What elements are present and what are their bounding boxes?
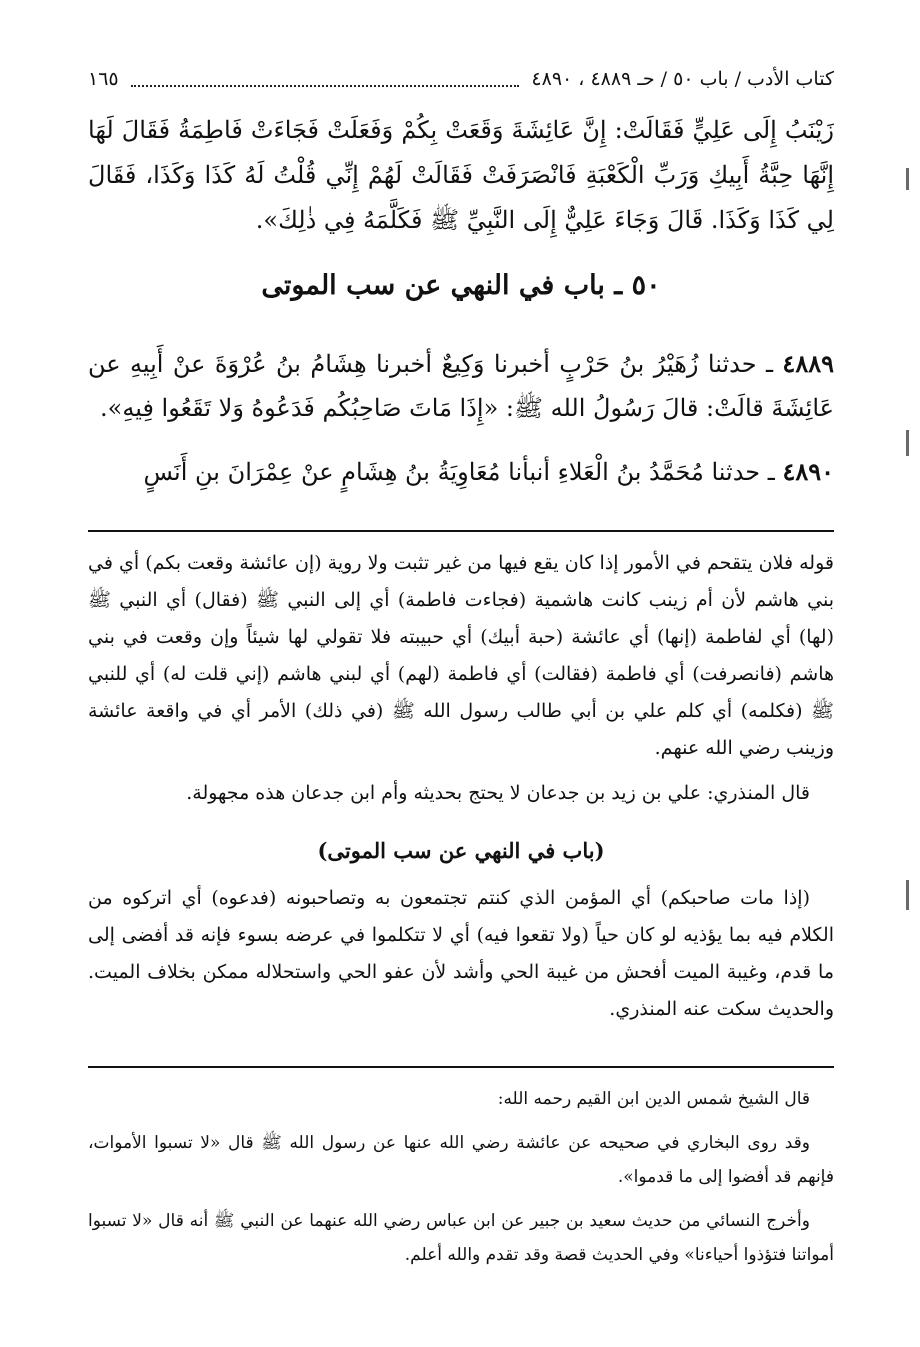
commentary-paragraph: قوله فلان يتقحم في الأمور إذا كان يقع فيها من غير تثبت ولا روية (إن عائشة وقعت بكم) أي في بني هاشم لأن أم زينب كانت هاشمية (فجاءت فاطمة) أي إلى النبي ﷺ (فقال) أي النبي ﷺ (لها) أي لفاطمة (إنها) أي عائشة (حبة أبيك) أي حبيبته فلا تقولي لها شيئاً وإن وقعت في بني هاشم (فانصرفت) أي فاطمة (فقالت) أي فاطمة (لهم) أي لبني هاشم (إني قلت له) أي للنبي ﷺ (فكلمه) أي كلم علي بن أبي طالب رسول الله ﷺ (في ذلك) الأمر أي في واقعة عائشة وزينب رضي الله عنهم. xyxy=(88,552,834,759)
ibn-qayyim-nasai: وأخرج النسائي من حديث سعيد بن جبير عن ابن عباس رضي الله عنهما عن النبي ﷺ أنه قال «لا تسبوا أمواتنا فتؤذوا أحياءنا» وفي الحديث قصة وقد تقدم والله أعلم. xyxy=(88,1211,834,1265)
scan-edge-mark xyxy=(906,430,909,456)
commentary-section-heading: (باب في النهي عن سب الموتى) xyxy=(317,838,605,863)
running-header xyxy=(88,64,834,94)
hadith-number: ٤٨٩٠ xyxy=(782,457,834,486)
chapter-heading: ٥٠ ـ باب في النهي عن سب الموتى xyxy=(261,270,661,301)
ibn-qayyim-block xyxy=(88,1082,834,1282)
leader-dots xyxy=(131,71,520,87)
page-number: ١٦٥ xyxy=(88,68,119,90)
footnote-divider xyxy=(88,530,834,532)
hadith-text: ـ حدثنا زُهَيْرُ بنُ حَرْبٍ أخبرنا وَكِيعٌ أخبرنا هِشَامُ بنُ عُرْوَةَ عنْ أَبِيهِ عن عَائِشَةَ قالَتْ: قالَ رَسُولُ الله ﷺ: «إِذَا مَاتَ صَاحِبُكُم فَدَعُوهُ وَلا تَقَعُوا فِيهِ». xyxy=(88,350,834,422)
hadith-continuation: زَيْنَبُ إِلَى عَلِيٍّ فَقَالَتْ: إِنَّ عَائِشَةَ وَقَعَتْ بِكُمْ وَفَعَلَتْ فَجَاءَتْ فَاطِمَةُ فَقَالَ لَهَا إِنَّهَا حِبَّةُ أَبِيكِ وَرَبِّ الْكَعْبَةِ فَانْصَرَفَتْ فَقَالَتْ لَهُمْ إِنِّي قُلْتُ لَهُ كَذَا وَكَذَا، فَقَالَ لِي كَذَا وَكَذَا. قَالَ وَجَاءَ عَلِيٌّ إِلَى النَّبِيِّ ﷺ فَكَلَّمَهُ فِي ذٰلِكَ». xyxy=(88,116,834,234)
mundhiri-note: قال المنذري: علي بن زيد بن جدعان لا يحتج بحديثه وأم ابن جدعان هذه مجهولة. xyxy=(186,782,810,804)
scan-edge-mark xyxy=(906,168,909,190)
ibn-qayyim-bukhari: وقد روى البخاري في صحيحه عن عائشة رضي الله عنها عن رسول الله ﷺ قال «لا تسبوا الأموات، فإنهم قد أفضوا إلى ما قدموا». xyxy=(88,1133,834,1187)
ibn-qayyim-divider xyxy=(88,1066,834,1068)
ibn-qayyim-intro: قال الشيخ شمس الدين ابن القيم رحمه الله: xyxy=(497,1089,810,1109)
hadith-text: ـ حدثنا مُحَمَّدُ بنُ الْعَلاءِ أنبأنا مُعَاوِيَةُ بنُ هِشَامٍ عنْ عِمْرَانَ بنِ أَنَسٍ xyxy=(143,458,775,486)
hadith-4890 xyxy=(88,450,834,494)
commentary-paragraph: (إذا مات صاحبكم) أي المؤمن الذي كنتم تجتمعون به وتصاحبونه (فدعوه) أي اتركوه من الكلام فيه بما يؤذيه لو كان حياً (ولا تقعوا فيه) أي لا تتكلموا في عرضه بسوء فإنه قد أفضى إلى ما قدم، وغيبة الميت أفحش من غيبة الحي وأشد لأن عفو الحي واستحلاله ممكن بخلاف الميت. والحديث سكت عنه المنذري. xyxy=(88,887,834,1020)
commentary-block-2 xyxy=(88,880,834,1036)
scan-edge-mark xyxy=(906,880,909,910)
hadith-4889 xyxy=(88,342,834,430)
hadith-number: ٤٨٨٩ xyxy=(782,349,834,378)
running-title: كتاب الأدب / باب ٥٠ / حـ ٤٨٨٩ ، ٤٨٩٠ xyxy=(531,68,834,90)
commentary-block xyxy=(88,545,834,820)
